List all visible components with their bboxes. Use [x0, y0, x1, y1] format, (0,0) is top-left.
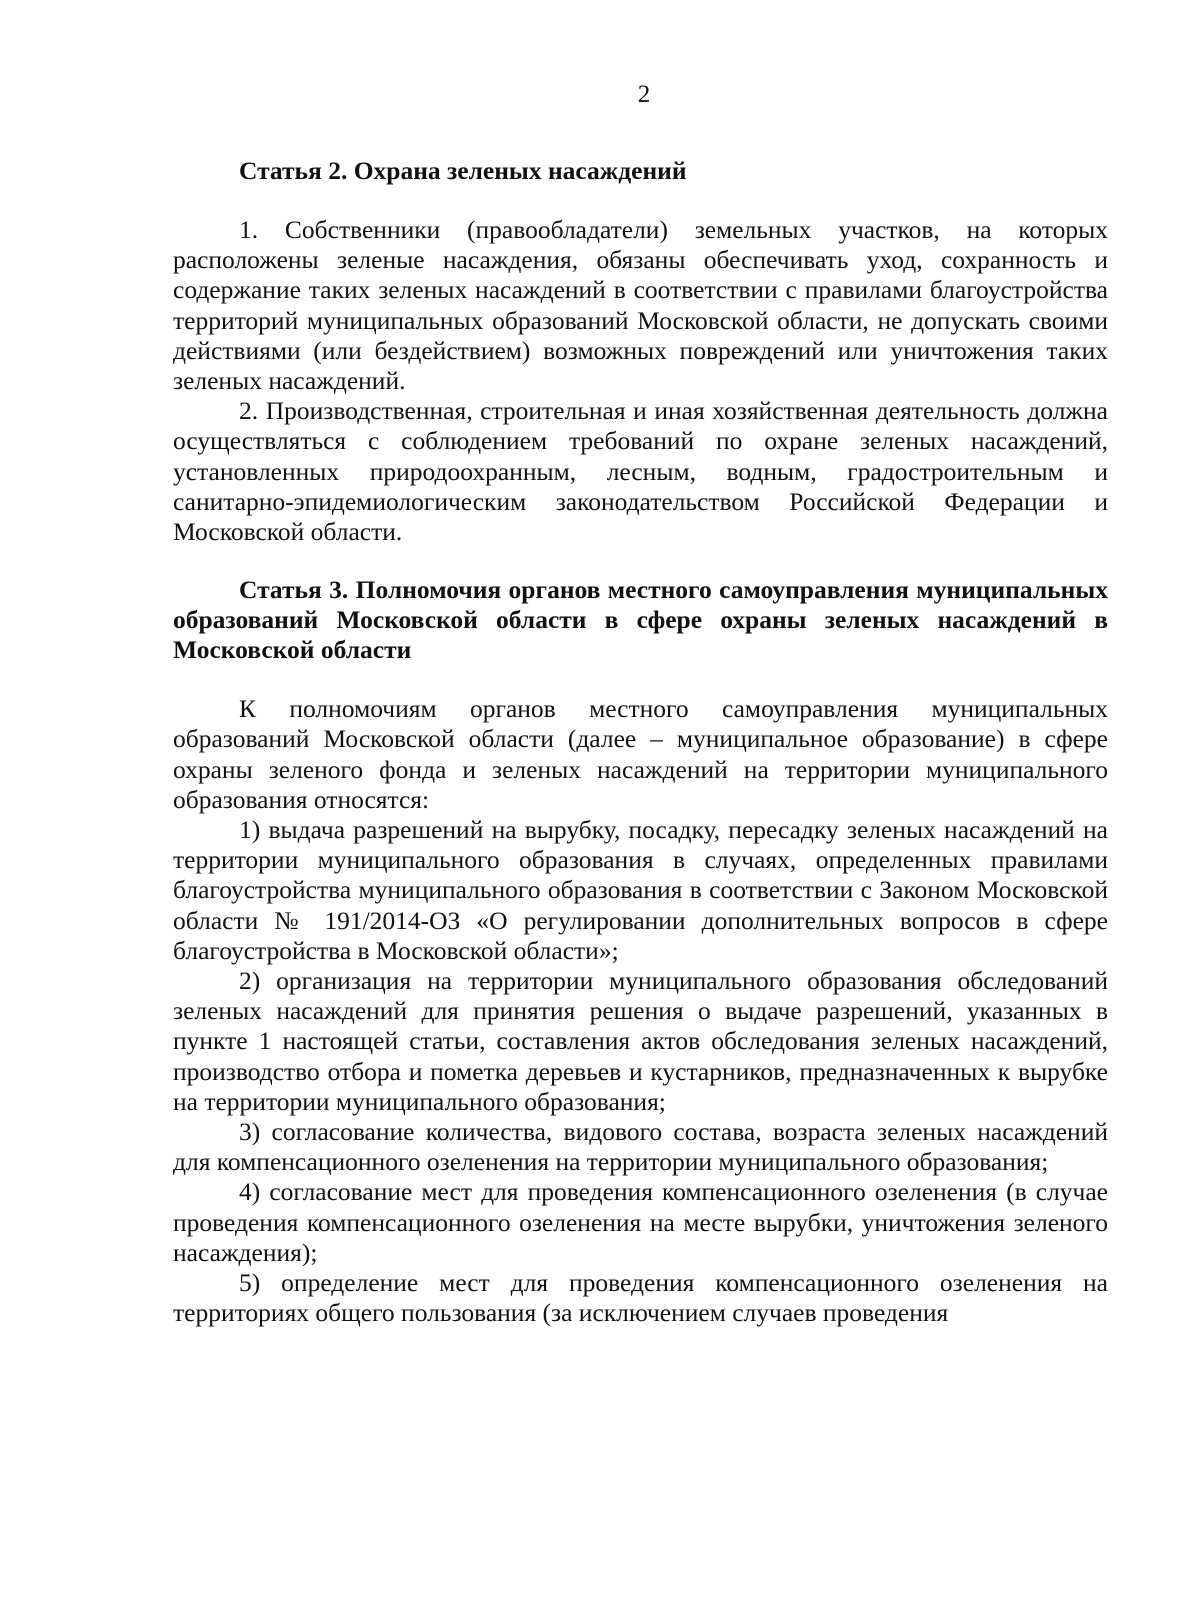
article-2-heading: Статья 2. Охрана зеленых насаждений	[239, 156, 687, 185]
article-3-item-2: 2) организация на территории муниципального образования обследований зеленых насаждений для принятия решения о выдаче разрешений, указанных в пункте 1 настоящей статьи, составления актов обследования зеленых насаждений, производство отбора и пометка деревьев и кустарников, предназначенных к вырубке на территории муниципального образования;	[173, 966, 1108, 1116]
page-number: 2	[637, 81, 651, 108]
document-body	[173, 156, 1108, 1329]
article-3-item-1: 1) выдача разрешений на вырубку, посадку, пересадку зеленых насаждений на территории муниципального образования в случаях, определенных правилами благоустройства муниципального образования в соответствии с Законом Московской области № 191/2014-ОЗ «О регулировании дополнительных вопросов в сфере благоустройства в Московской области»;	[173, 815, 1108, 965]
spacer	[173, 186, 1108, 215]
article-2-paragraph-1: 1. Собственники (правообладатели) земельных участков, на которых расположены зеленые насаждения, обязаны обеспечивать уход, сохранность и содержание таких зеленых насаждений в соответствии с правилами благоустройства территорий муниципальных образований Московской области, не допускать своими действиями (или бездействием) возможных повреждений или уничтожения таких зеленых насаждений.	[173, 215, 1108, 396]
article-3-intro: К полномочиям органов местного самоуправления муниципальных образований Московской области (далее – муниципальное образование) в сфере охраны зеленого фонда и зеленых насаждений на территории муниципального образования относятся:	[173, 694, 1108, 814]
spacer	[173, 547, 1108, 575]
article-2-paragraph-2: 2. Производственная, строительная и иная хозяйственная деятельность должна осуществляться с соблюдением требований по охране зеленых насаждений, установленных природоохранным, лесным, водным, градостроительным и санитарно-эпидемиологическим законодательством Российской Федерации и Московской области.	[173, 396, 1108, 547]
article-3-item-4: 4) согласование мест для проведения компенсационного озеленения (в случае проведения компенсационного озеленения на месте вырубки, уничтожения зеленого насаждения);	[173, 1177, 1108, 1267]
article-3-item-3: 3) согласование количества, видового состава, возраста зеленых насаждений для компенсационного озеленения на территории муниципального образования;	[173, 1117, 1108, 1177]
article-3-item-5: 5) определение мест для проведения компенсационного озеленения на территориях общего пользования (за исключением случаев проведения	[173, 1268, 1108, 1328]
spacer	[173, 665, 1108, 694]
article-3-heading: Статья 3. Полномочия органов местного самоуправления муниципальных образований Московской области в сфере охраны зеленых насаждений в Московской области	[173, 575, 1108, 665]
